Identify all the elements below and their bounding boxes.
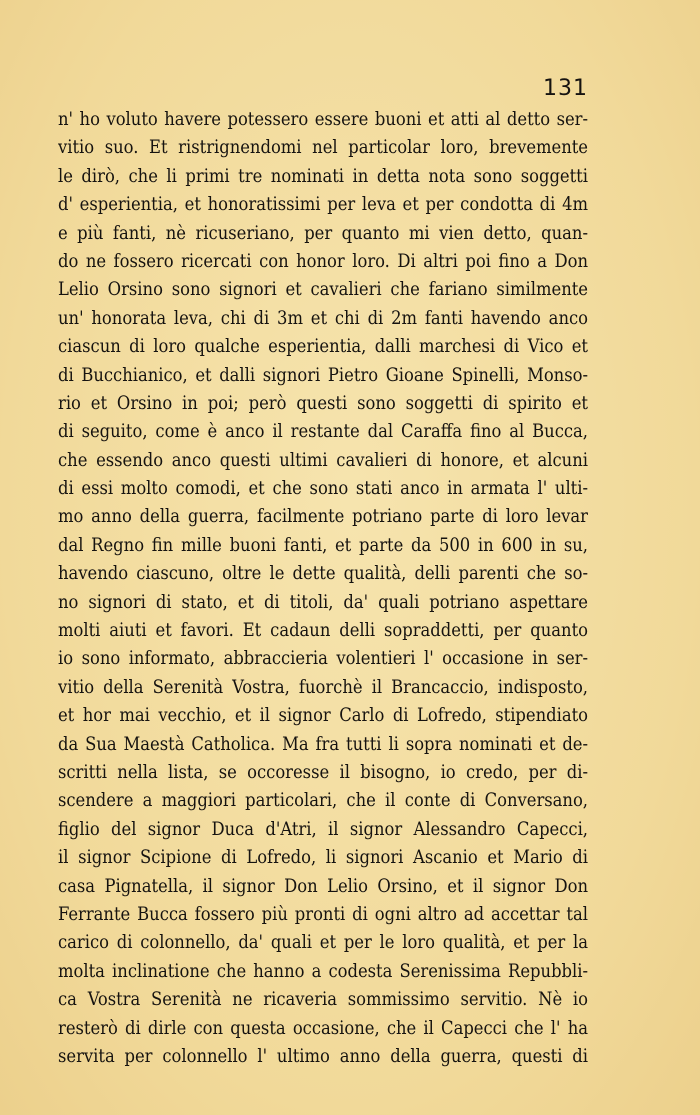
text-line: Ferrante Bucca fossero più pronti di ogni altro ad accettar tal bbox=[58, 903, 588, 925]
text-line: Lelio Orsino sono signori et cavalieri che fariano similmente bbox=[58, 279, 588, 301]
text-line: rio et Orsino in poi; però questi sono soggetti di spirito et bbox=[58, 392, 588, 414]
text-line: un' honorata leva, chi di 3m et chi di 2m fanti havendo anco bbox=[58, 307, 588, 329]
text-line: scritti nella lista, se occoresse il bisogno, io credo, per di- bbox=[58, 761, 588, 783]
text-line: no signori di stato, et di titoli, da' quali potriano aspettare bbox=[58, 591, 588, 613]
text-line: che essendo anco questi ultimi cavalieri di honore, et alcuni bbox=[58, 449, 588, 471]
text-line: havendo ciascuno, oltre le dette qualità, delli parenti che so- bbox=[58, 563, 588, 585]
text-line: dal Regno fin mille buoni fanti, et parte da 500 in 600 in su, bbox=[58, 534, 588, 556]
text-line: ciascun di loro qualche esperientia, dalli marchesi di Vico et bbox=[58, 336, 588, 358]
text-line: d' esperientia, et honoratissimi per leva et per condotta di 4m bbox=[58, 194, 588, 216]
text-line: figlio del signor Duca d'Atri, il signor Alessandro Capecci, bbox=[58, 818, 588, 840]
text-line: mo anno della guerra, facilmente potriano parte di loro levar bbox=[58, 506, 588, 528]
text-line: molti aiuti et favori. Et cadaun delli sopraddetti, per quanto bbox=[58, 620, 588, 642]
body-text bbox=[58, 106, 588, 1071]
text-line: casa Pignatella, il signor Don Lelio Orsino, et il signor Don bbox=[58, 875, 588, 897]
text-line: vitio della Serenità Vostra, fuorchè il Brancaccio, indisposto, bbox=[58, 676, 588, 698]
text-line: do ne fossero ricercati con honor loro. Di altri poi fino a Don bbox=[58, 250, 588, 272]
text-line: resterò di dirle con questa occasione, che il Capecci che l' ha bbox=[58, 1017, 588, 1039]
text-line: ca Vostra Serenità ne ricaveria sommissimo servitio. Nè io bbox=[58, 989, 588, 1011]
text-line: vitio suo. Et ristrignendomi nel particolar loro, brevemente bbox=[58, 137, 588, 159]
text-line: da Sua Maestà Catholica. Ma fra tutti li sopra nominati et de- bbox=[58, 733, 588, 755]
text-line: le dirò, che li primi tre nominati in detta nota sono soggetti bbox=[58, 165, 588, 187]
text-line: n' ho voluto havere potessero essere buoni et atti al detto ser- bbox=[58, 109, 588, 130]
text-line: e più fanti, nè ricuseriano, per quanto mi vien detto, quan- bbox=[58, 222, 588, 244]
text-line: il signor Scipione di Lofredo, li signori Ascanio et Mario di bbox=[58, 847, 588, 869]
text-line: molta inclinatione che hanno a codesta Serenissima Repubbli- bbox=[58, 960, 588, 982]
text-line: scendere a maggiori particolari, che il conte di Conversano, bbox=[58, 790, 588, 812]
text-line: servita per colonnello l' ultimo anno della guerra, questi di bbox=[58, 1045, 588, 1067]
text-line: di Bucchianico, et dalli signori Pietro Gioane Spinelli, Monso- bbox=[58, 364, 588, 386]
text-line: et hor mai vecchio, et il signor Carlo di Lofredo, stipendiato bbox=[58, 705, 588, 727]
text-line: di seguito, come è anco il restante dal Caraffa fino al Bucca, bbox=[58, 421, 588, 443]
page-number: 131 bbox=[543, 76, 588, 101]
text-line: carico di colonnello, da' quali et per le loro qualità, et per la bbox=[58, 932, 588, 954]
text-line: io sono informato, abbraccieria volentieri l' occasione in ser- bbox=[58, 648, 588, 670]
text-line: di essi molto comodi, et che sono stati anco in armata l' ulti- bbox=[58, 478, 588, 500]
